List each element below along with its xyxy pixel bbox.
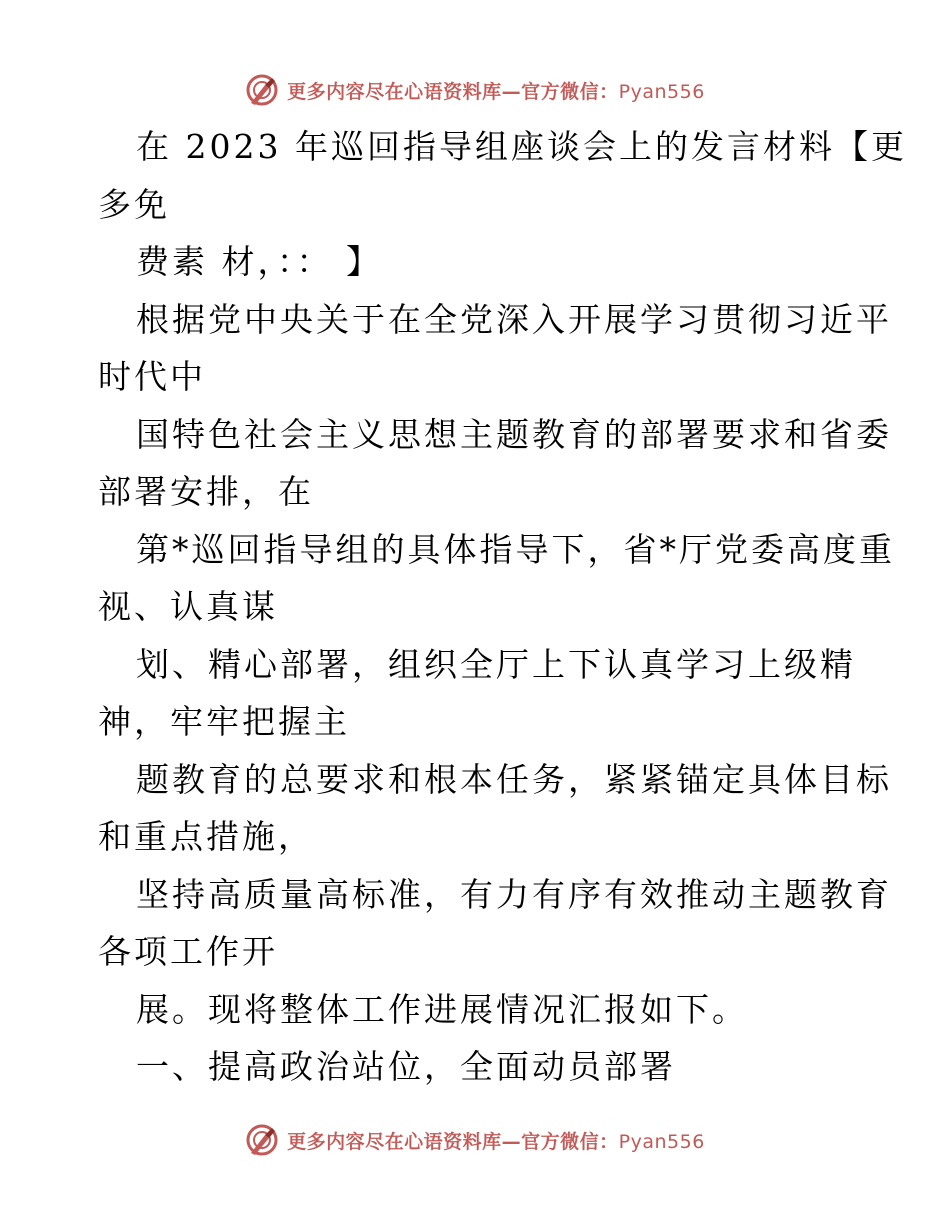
header-banner	[0, 70, 950, 110]
banner-text	[287, 1127, 705, 1154]
text-line: 划、精心部署，组织全厅上下认真学习上级精	[136, 644, 856, 684]
text-line: 展。现将整体工作进展情况汇报如下。	[136, 989, 748, 1029]
banner-slogan: 更多内容尽在心语资料库—官方微信：	[287, 80, 619, 103]
text-line: 题教育的总要求和根本任务，紧紧锚定具体目标	[136, 759, 892, 799]
text-line: 时代中	[98, 357, 206, 396]
banner-slogan: 更多内容尽在心语资料库—官方微信：	[287, 1130, 619, 1153]
text-line: 视、认真谋	[98, 587, 278, 626]
text-line: 第*巡回指导组的具体指导下，省*厅党委高度重	[136, 529, 895, 569]
pen-logo-icon	[245, 73, 279, 107]
text-line: 坚持高质量高标准，有力有序有效推动主题教育	[136, 874, 892, 914]
section-heading: 一、提高政治站位，全面动员部署	[136, 1047, 676, 1086]
text-line: 根据党中央关于在全党深入开展学习贯彻习近平	[136, 299, 892, 339]
text-line: 神，牢牢把握主	[98, 702, 350, 741]
pen-logo-icon	[245, 1123, 279, 1157]
text-line: 多免	[98, 184, 170, 224]
wechat-id: Pyan556	[618, 80, 705, 103]
banner-text	[287, 77, 705, 104]
footer-banner	[0, 1120, 950, 1160]
text-line: 费素 材，：： 】	[136, 242, 382, 281]
text-line: 国特色社会主义思想主题教育的部署要求和省委	[136, 414, 892, 454]
text-line: 在 2023 年巡回指导组座谈会上的发言材料【更	[136, 127, 907, 166]
wechat-id: Pyan556	[618, 1130, 705, 1153]
document-body	[98, 118, 907, 1096]
text-line: 部署安排，在	[98, 472, 314, 511]
text-line: 和重点措施，	[98, 817, 314, 856]
text-line: 各项工作开	[98, 932, 278, 971]
